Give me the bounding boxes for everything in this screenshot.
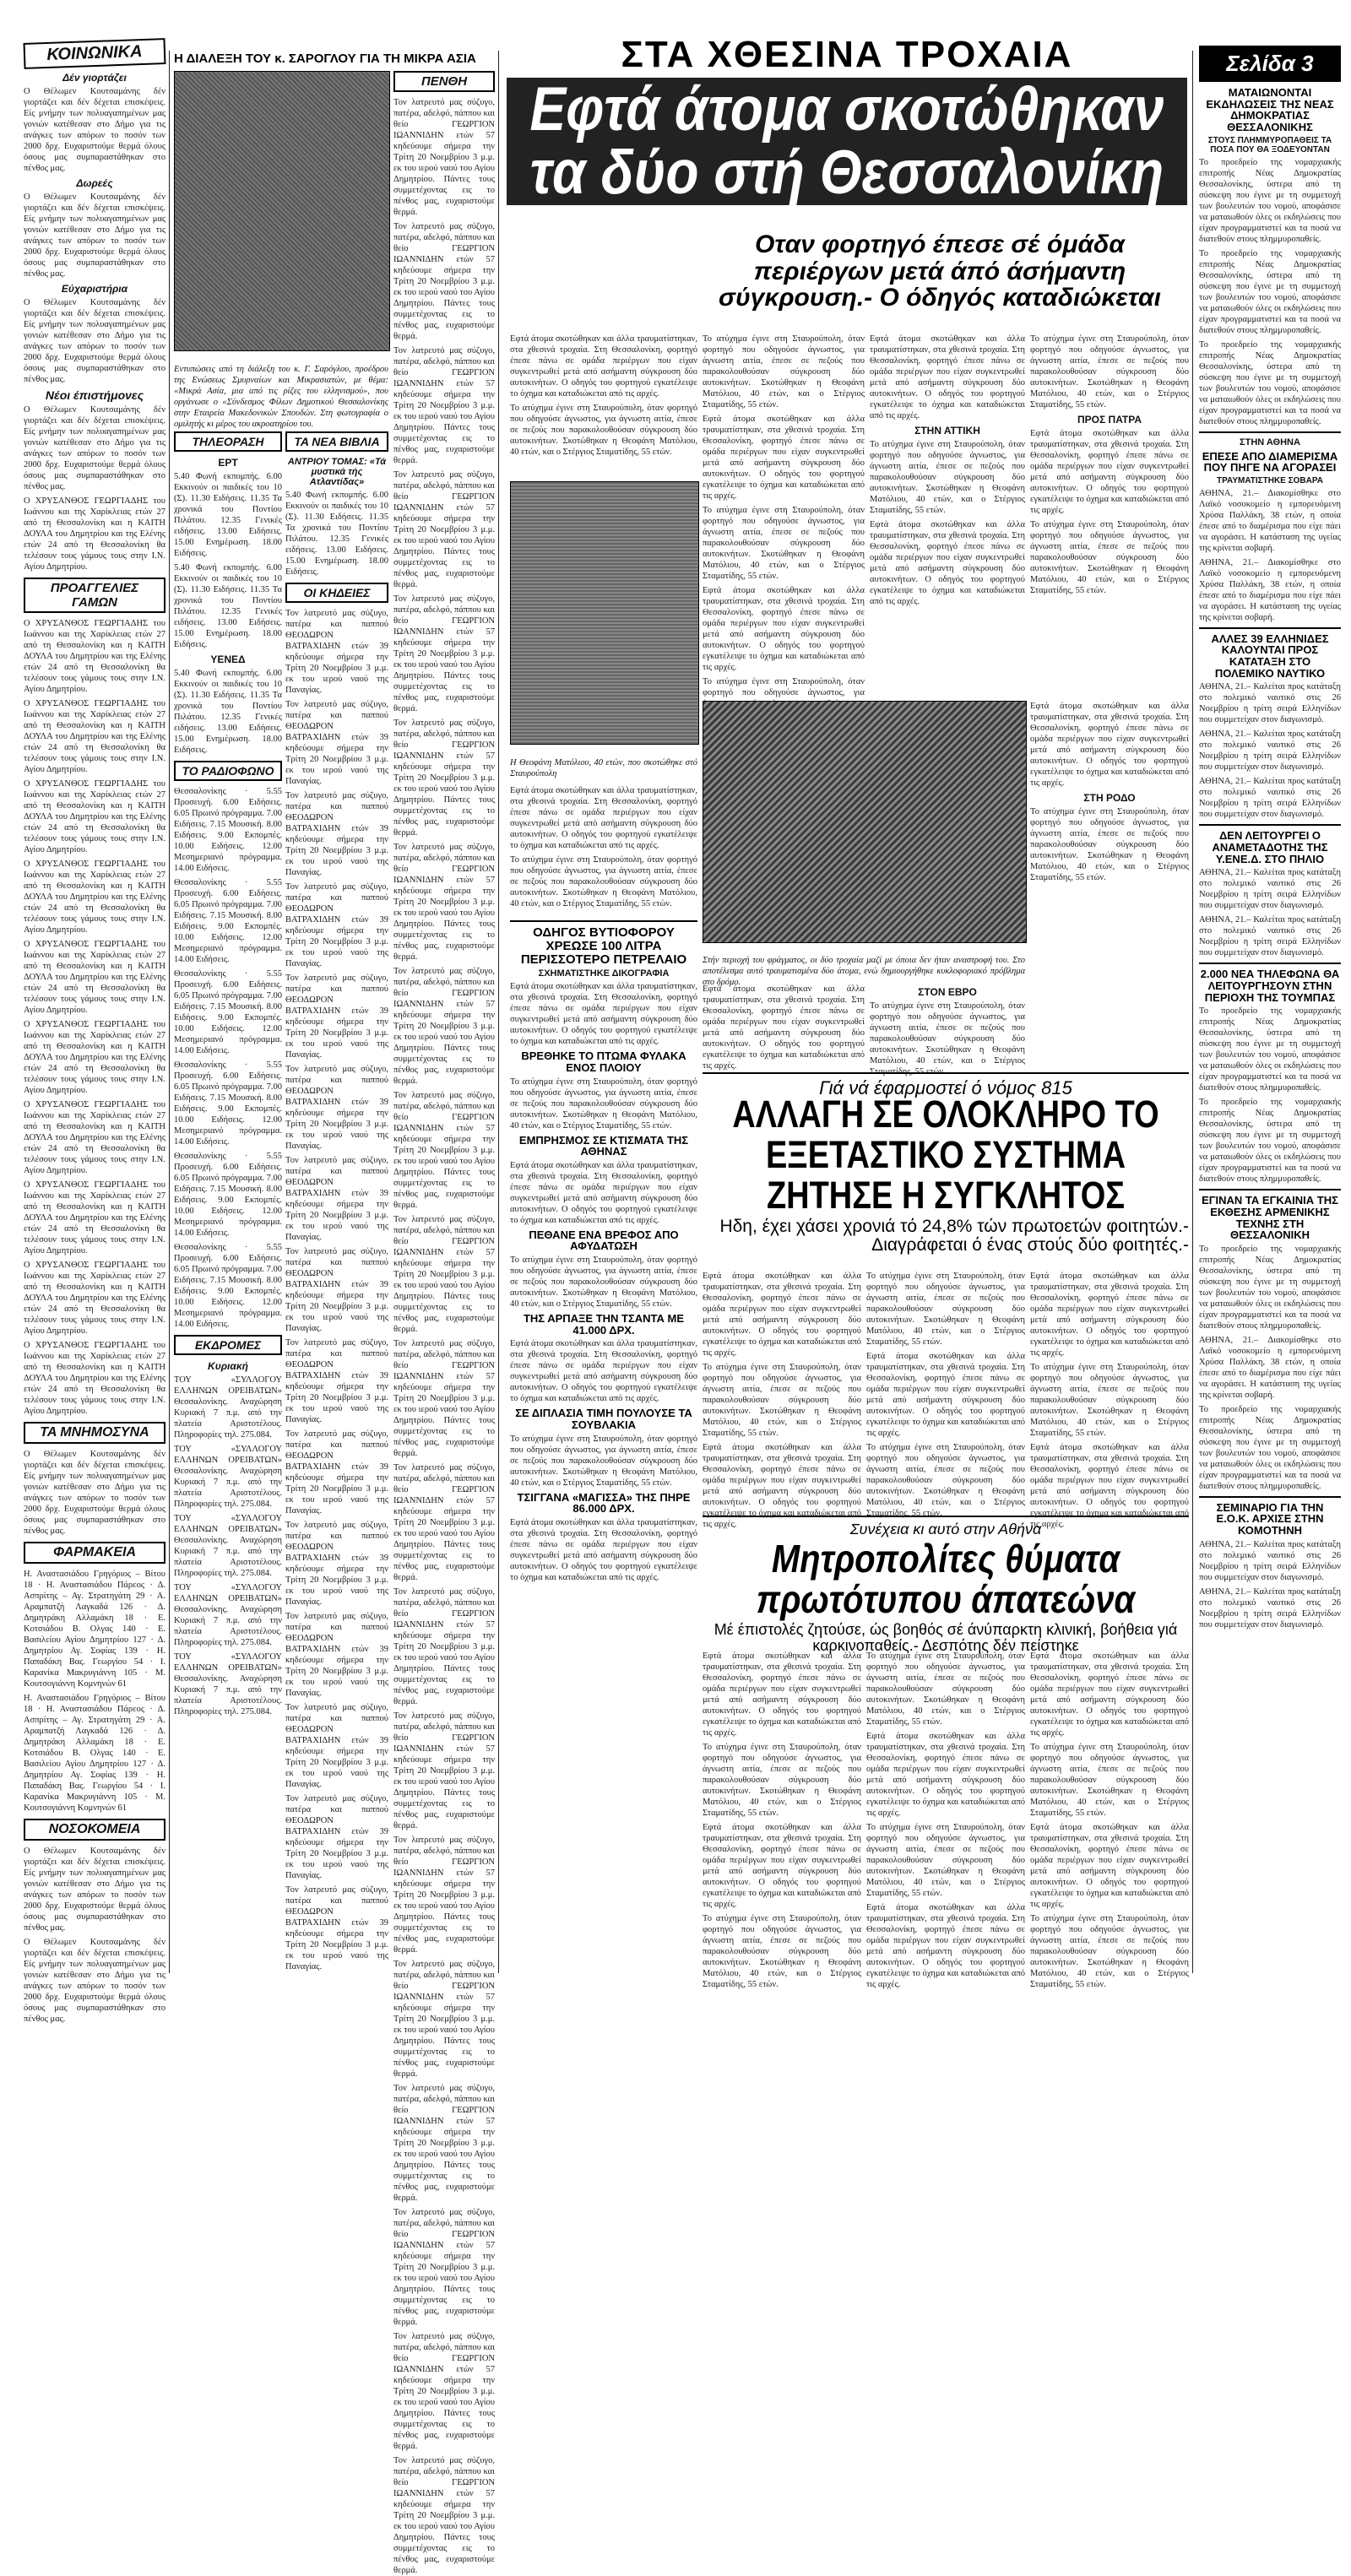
- left-text-block: Ο Θέλωμεν Κουτσαμάνης δέν γιορτάζει και δέν δέχεται επισκέψεις. Είς μνήμην των πολυαγαπημένων μας γονιών κατέθεσαν στο Δήμο για τις ανάγκες των απόρων το ποσόν των 2000 δρχ. Ευχαριστούμε θερμά όλους όσους μας συμπαραστάθηκαν στο πένθος μας.: [24, 1847, 165, 1933]
- proaggelies-gamon-header: ΠΡΟΑΓΓΕΛΙΕΣ ΓΑΜΩΝ: [24, 578, 165, 613]
- radio-schedule: Θεσσαλονίκης · 5.55 Προσευχή. 6.00 Ειδήσεις. 6.05 Πρωινό πρόγραμμα. 7.00 Ειδήσεις. 7.15 Μουσική. 8.00 Ειδήσεις. 9.00 Εκπομπές. 10.00 Ειδήσεις. 12.00 Μεσημεριανό πρόγραμμα. 14.00 Ειδήσεις.: [174, 1243, 282, 1329]
- main-subhead-area: [692, 228, 1187, 321]
- funeral-notice: Τον λατρευτό μας σύζυγο, πατέρα και παππού ΘΕΟΔΩΡΟΝ ΒΑΤΡΑΧΙΔΗΝ ετών 39 κηδεύουμε σήμερα την Τρίτη 20 Νοεμβρίου 3 μ.μ. εκ του ιερού ναού της Παναγίας.: [285, 882, 388, 968]
- story-text: Εφτά άτομα σκοτώθηκαν και άλλα τραυματίστηκαν, στα χθεσινά τροχαία. Στη Θεσσαλονίκη, φορτηγό έπεσε πάνω σε ομάδα περιέργων που είχαν συγκεντρωθεί μετά από ασήμαντη σύγκρουση δύο αυτοκινήτων. Ο οδηγός του φορτηγού εγκατέλειψε το όχημα και καταδιώκεται από τις αρχές.: [703, 586, 865, 672]
- penthe-notice: Τον λατρευτό μας σύζυγο, πατέρα, αδελφό, πάππου και θείο ΓΕΩΡΓΙΟΝ ΙΩΑΝΝΙΔΗΝ ετών 57 κηδεύουμε σήμερα την Τρίτη 20 Νοεμβρίου 3 μ.μ. εκ του ιερού ναού του Αγίου Δημητρίου. Πάντες τους συμμετέχοντας εις το πένθος μας, ευχαριστούμε θερμά.: [393, 1711, 495, 1830]
- left-column: [24, 35, 165, 2024]
- neoi-epistimones-heading: Νέοι έπιστήμονες: [45, 388, 144, 402]
- right-text: ΑΘΗΝΑ, 21.– Καλείται προς κατάταξη στο πολεμικό ναυτικό στις 26 Νοεμβρίου η τρίτη σειρά Ελληνίδων που συμμετείχαν στον διαγωνισμό.: [1199, 682, 1341, 725]
- penthe-notice: Τον λατρευτό μας σύζυγο, πατέρα, αδελφό, πάππου και θείο ΓΕΩΡΓΙΟΝ ΙΩΑΝΝΙΔΗΝ ετών 57 κηδεύουμε σήμερα την Τρίτη 20 Νοεμβρίου 3 μ.μ. εκ του ιερού ναού του Αγίου Δημητρίου. Πάντες τους συμμετέχοντας εις το πένθος μας, ευχαριστούμε θερμά.: [393, 594, 495, 713]
- tsiggana-headline: ΤΣΙΓΓΑΝΑ «ΜΑΓΙΣΣΑ» ΤΗΣ ΠΗΡΕ 86.000 ΔΡΧ.: [517, 1490, 691, 1516]
- excursion-notice: ΤΟΥ «ΣΥΛΛΟΓΟΥ ΕΛΛΗΝΩΝ ΟΡΕΙΒΑΤΩΝ» Θεσσαλονίκης. Αναχώρηση Κυριακή 7 π.μ. από την πλατεία Αριστοτέλους. Πληροφορίες τηλ. 275.084.: [174, 1583, 282, 1647]
- story-text: Το ατύχημα έγινε στη Σταυρούπολη, όταν φορτηγό που οδηγούσε άγνωστος, για άγνωστη αιτία, έπεσε σε πεζούς που παρακολουθούσαν σύγκρουση δύο αυτοκινήτων. Σκοτώθηκαν η Θεοφάνη Ματόλιου, 40 ετών, και ο Στέργιος Σταματίδης, 55 ετών.: [510, 404, 697, 457]
- right-text: ΑΘΗΝΑ, 21.– Καλείται προς κατάταξη στο πολεμικό ναυτικό στις 26 Νοεμβρίου η τρίτη σειρά Ελληνίδων που συμμετείχαν στον διαγωνισμό.: [1199, 1586, 1341, 1630]
- funeral-notice: Τον λατρευτό μας σύζυγο, πατέρα και παππού ΘΕΟΔΩΡΟΝ ΒΑΤΡΑΧΙΔΗΝ ετών 39 κηδεύουμε σήμερα την Τρίτη 20 Νοεμβρίου 3 μ.μ. εκ του ιερού ναού της Παναγίας.: [285, 1338, 388, 1424]
- penthe-column: [393, 66, 495, 2575]
- nomos-col-3: [1030, 1271, 1189, 1529]
- pethane-headline: ΠΕΘΑΝΕ ΕΝΑ ΒΡΕΦΟΣ ΑΠΟ ΑΦΥΔΑΤΩΣΗ: [529, 1228, 679, 1253]
- story-text: Εφτά άτομα σκοτώθηκαν και άλλα τραυματίστηκαν, στα χθεσινά τροχαία. Στη Θεσσαλονίκη, φορτηγό έπεσε πάνω σε ομάδα περιέργων που είχαν συγκεντρωθεί μετά από ασήμαντη σύγκρουση δύο αυτοκινήτων. Ο οδηγός του φορτηγού εγκατέλειψε το όχημα και καταδιώκεται από τις αρχές.: [703, 415, 865, 501]
- story-col-4: [1030, 334, 1189, 697]
- right-text: Το προεδρείο της νομαρχιακής επιτροπής Νέας Δημοκρατίας Θεσσαλονίκης, ύστερα από τη σύσκεψη που έγινε με τη συμμετοχή των βουλευτών του νομού, αποφάσισε να ματαιωθούν όλες οι εκδηλώσεις που είχαν προγραμματιστεί και τα ποσά να διατεθούν στους πλημμυροπαθείς.: [1199, 339, 1341, 426]
- radio-schedule: Θεσσαλονίκης · 5.55 Προσευχή. 6.00 Ειδήσεις. 6.05 Πρωινό πρόγραμμα. 7.00 Ειδήσεις. 7.15 Μουσική. 8.00 Ειδήσεις. 9.00 Εκπομπές. 10.00 Ειδήσεις. 12.00 Μεσημεριανό πρόγραμμα. 14.00 Ειδήσεις.: [174, 969, 282, 1055]
- right-text: ΑΘΗΝΑ, 21.– Καλείται προς κατάταξη στο πολεμικό ναυτικό στις 26 Νοεμβρίου η τρίτη σειρά Ελληνίδων που συμμετείχαν στον διαγωνισμό.: [1199, 729, 1341, 773]
- left-text-block: Ο ΧΡΥΣΑΝΘΟΣ ΓΕΩΡΓΙΑΔΗΣ του Ιωάννου και της Χαρίκλειας ετών 27 από τη Θεσσαλονίκη και η ΚΑΙΤΗ ΔΟΥΛΑ του Δημητρίου και της Ελένης ετών 24 από τη Θεσσαλονίκη θα τελέσουν τους γάμους τους στην Ι.Ν. Αγίου Δημητρίου.: [24, 940, 165, 1015]
- nomos-text: Το ατύχημα έγινε στη Σταυρούπολη, όταν φορτηγό που οδηγούσε άγνωστος, για άγνωστη αιτία, έπεσε σε πεζούς που παρακολουθούσαν σύγκρουση δύο αυτοκινήτων. Σκοτώθηκαν η Θεοφάνη Ματόλιου, 40 ετών, και ο Στέργιος Σταματίδης, 55 ετών.: [1030, 1363, 1189, 1438]
- egkainia-headline: ΕΓΙΝΑΝ ΤΑ ΕΓΚΑΙΝΙΑ ΤΗΣ ΕΚΘΕΣΗΣ ΑΡΜΕΝΙΚΗΣ ΤΕΧΝΗΣ ΣΤΗ ΘΕΣΣΑΛΟΝΙΚΗ: [1202, 1194, 1338, 1242]
- story-text: Το ατύχημα έγινε στη Σταυρούπολη, όταν φορτηγό που οδηγούσε άγνωστος, για άγνωστη αιτία, έπεσε σε πεζούς που παρακολουθούσαν σύγκρουση δύο αυτοκινήτων. Σκοτώθηκαν η Θεοφάνη Ματόλιου, 40 ετών, και ο Στέργιος Σταματίδης, 55 ετών.: [870, 1001, 1025, 1076]
- tv-radio-column: [174, 426, 282, 1971]
- section-rule: [703, 1072, 1189, 1074]
- penthe-notice: Τον λατρευτό μας σύζυγο, πατέρα, αδελφό, πάππου και θείο ΓΕΩΡΓΙΟΝ ΙΩΑΝΝΙΔΗΝ ετών 57 κηδεύουμε σήμερα την Τρίτη 20 Νοεμβρίου 3 μ.μ. εκ του ιερού ναού του Αγίου Δημητρίου. Πάντες τους συμμετέχοντας εις το πένθος μας, ευχαριστούμε θερμά.: [393, 1960, 495, 2079]
- koinonika-header: ΚΟΙΝΩΝΙΚΑ: [24, 38, 166, 69]
- penthe-notice: Τον λατρευτό μας σύζυγο, πατέρα, αδελφό, πάππου και θείο ΓΕΩΡΓΙΟΝ ΙΩΑΝΝΙΔΗΝ ετών 57 κηδεύουμε σήμερα την Τρίτη 20 Νοεμβρίου 3 μ.μ. εκ του ιερού ναού του Αγίου Δημητρίου. Πάντες τους συμμετέχοντας εις το πένθος μας, ευχαριστούμε θερμά.: [393, 1215, 495, 1334]
- dikografia-subhead: ΣΧΗΜΑΤΙΣΤΗΚΕ ΔΙΚΟΓΡΑΦΙΑ: [538, 968, 670, 979]
- mitro-text: Εφτά άτομα σκοτώθηκαν και άλλα τραυματίστηκαν, στα χθεσινά τροχαία. Στη Θεσσαλονίκη, φορτηγό έπεσε πάνω σε ομάδα περιέργων που είχαν συγκεντρωθεί μετά από ασήμαντη σύγκρουση δύο αυτοκινήτων. Ο οδηγός του φορτηγού εγκατέλειψε το όχημα και καταδιώκεται από τις αρχές.: [1030, 1823, 1189, 1909]
- right-text: ΑΘΗΝΑ, 21.– Διακομίσθηκε στο Λαϊκό νοσοκομείο η εμπορευόμενη Χρύσα Παλλάκη, 38 ετών, η οποία έπεσε από το διαμέρισμα που είχε πάει να αγοράσει. Η κατάσταση της υγείας της κρίνεται σοβαρή.: [1199, 1335, 1341, 1400]
- story-text: Το ατύχημα έγινε στη Σταυρούπολη, όταν φορτηγό που οδηγούσε άγνωστος, για άγνωστη αιτία, έπεσε σε πεζούς που παρακολουθούσαν σύγκρουση δύο αυτοκινήτων. Σκοτώθηκαν η Θεοφάνη Ματόλιου, 40 ετών, και ο Στέργιος Σταματίδης, 55 ετών.: [703, 506, 865, 581]
- nomos-headline: ΑΛΛΑΓΗ ΣΕ ΟΛΟΚΛΗΡΟ ΤΟ ΕΞΕΤΑΣΤΙΚΟ ΣΥΣΤΗΜΑ ΖΗΤΗΣΕ Η ΣΥΓΚΛΗΤΟΣ: [732, 1093, 1159, 1217]
- story-text: Εφτά άτομα σκοτώθηκαν και άλλα τραυματίστηκαν, στα χθεσινά τροχαία. Στη Θεσσαλονίκη, φορτηγό έπεσε πάνω σε ομάδα περιέργων που είχαν συγκεντρωθεί μετά από ασήμαντη σύγκρουση δύο αυτοκινήτων. Ο οδηγός του φορτηγού εγκατέλειψε το όχημα και καταδιώκεται από τις αρχές.: [1030, 702, 1189, 788]
- yened-heading: ΥΕΝΕΔ: [210, 653, 246, 665]
- right-text: Το προεδρείο της νομαρχιακής επιτροπής Νέας Δημοκρατίας Θεσσαλονίκης, ύστερα από τη σύσκεψη που έγινε με τη συμμετοχή των βουλευτών του νομού, αποφάσισε να ματαιωθούν όλες οι εκδηλώσεις που είχαν προγραμματιστεί και τα ποσά να διατεθούν στους πλημμυροπαθείς.: [1199, 1006, 1341, 1093]
- nomos-text: Εφτά άτομα σκοτώθηκαν και άλλα τραυματίστηκαν, στα χθεσινά τροχαία. Στη Θεσσαλονίκη, φορτηγό έπεσε πάνω σε ομάδα περιέργων που είχαν συγκεντρωθεί μετά από ασήμαντη σύγκρουση δύο αυτοκινήτων. Ο οδηγός του φορτηγού εγκατέλειψε το όχημα και καταδιώκεται από τις αρχές.: [866, 1352, 1025, 1438]
- right-column: [1199, 41, 1341, 1974]
- travmatistike-subhead: ΤΡΑΥΜΑΤΙΣΤΗΚΕ ΣΟΒΑΡΑ: [1216, 475, 1323, 485]
- radio-header: ΤΟ ΡΑΔΙΟΦΩΝΟ: [174, 761, 282, 781]
- vrethike-headline: ΒΡΕΘΗΚΕ ΤΟ ΠΤΩΜΑ ΦΥΛΑΚΑ ΕΝΟΣ ΠΛΟΙΟΥ: [521, 1049, 686, 1074]
- penthe-notice: Τον λατρευτό μας σύζυγο, πατέρα, αδελφό, πάππου και θείο ΓΕΩΡΓΙΟΝ ΙΩΑΝΝΙΔΗΝ ετών 57 κηδεύουμε σήμερα την Τρίτη 20 Νοεμβρίου 3 μ.μ. εκ του ιερού ναού του Αγίου Δημητρίου. Πάντες τους συμμετέχοντας εις το πένθος μας, ευχαριστούμε θερμά.: [393, 843, 495, 962]
- section-label: Σελίδα 3: [1199, 46, 1341, 82]
- story-text: Εφτά άτομα σκοτώθηκαν και άλλα τραυματίστηκαν, στα χθεσινά τροχαία. Στη Θεσσαλονίκη, φορτηγό έπεσε πάνω σε ομάδα περιέργων που είχαν συγκεντρωθεί μετά από ασήμαντη σύγκρουση δύο αυτοκινήτων. Ο οδηγός του φορτηγού εγκατέλειψε το όχημα και καταδιώκεται από τις αρχές.: [1030, 429, 1189, 515]
- story-text: Εφτά άτομα σκοτώθηκαν και άλλα τραυματίστηκαν, στα χθεσινά τροχαία. Στη Θεσσαλονίκη, φορτηγό έπεσε πάνω σε ομάδα περιέργων που είχαν συγκεντρωθεί μετά από ασήμαντη σύγκρουση δύο αυτοκινήτων. Ο οδηγός του φορτηγού εγκατέλειψε το όχημα και καταδιώκεται από τις αρχές.: [870, 334, 1025, 420]
- mitro-text: Το ατύχημα έγινε στη Σταυρούπολη, όταν φορτηγό που οδηγούσε άγνωστος, για άγνωστη αιτία, έπεσε σε πεζούς που παρακολουθούσαν σύγκρουση δύο αυτοκινήτων. Σκοτώθηκαν η Θεοφάνη Ματόλιου, 40 ετών, και ο Στέργιος Σταματίδης, 55 ετών.: [866, 1823, 1025, 1898]
- mitro-col-2: [866, 1651, 1025, 1989]
- mitro-text: Το ατύχημα έγινε στη Σταυρούπολη, όταν φορτηγό που οδηγούσε άγνωστος, για άγνωστη αιτία, έπεσε σε πεζούς που παρακολουθούσαν σύγκρουση δύο αυτοκινήτων. Σκοτώθηκαν η Θεοφάνη Ματόλιου, 40 ετών, και ο Στέργιος Σταματίδης, 55 ετών.: [703, 1743, 861, 1818]
- penthe-notice: Τον λατρευτό μας σύζυγο, πατέρα, αδελφό, πάππου και θείο ΓΕΩΡΓΙΟΝ ΙΩΑΝΝΙΔΗΝ ετών 57 κηδεύουμε σήμερα την Τρίτη 20 Νοεμβρίου 3 μ.μ. εκ του ιερού ναού του Αγίου Δημητρίου. Πάντες τους συμμετέχοντας εις το πένθος μας, ευχαριστούμε θερμά.: [393, 2208, 495, 2327]
- stin-athina-heading: ΣΤΗΝ ΑΘΗΝΑ: [1240, 437, 1300, 447]
- story-text: Εφτά άτομα σκοτώθηκαν και άλλα τραυματίστηκαν, στα χθεσινά τροχαία. Στη Θεσσαλονίκη, φορτηγό έπεσε πάνω σε ομάδα περιέργων που είχαν συγκεντρωθεί μετά από ασήμαντη σύγκρουση δύο αυτοκινήτων. Ο οδηγός του φορτηγού εγκατέλειψε το όχημα και καταδιώκεται από τις αρχές.: [870, 520, 1025, 606]
- nomos-text: Το ατύχημα έγινε στη Σταυρούπολη, όταν φορτηγό που οδηγούσε άγνωστος, για άγνωστη αιτία, έπεσε σε πεζούς που παρακολουθούσαν σύγκρουση δύο αυτοκινήτων. Σκοτώθηκαν η Θεοφάνη Ματόλιου, 40 ετών, και ο Στέργιος Σταματίδης, 55 ετών.: [866, 1272, 1025, 1347]
- right-text: ΑΘΗΝΑ, 21.– Καλείται προς κατάταξη στο πολεμικό ναυτικό στις 26 Νοεμβρίου η τρίτη σειρά Ελληνίδων που συμμετείχαν στον διαγωνισμό.: [1199, 1539, 1341, 1582]
- story-text: Το ατύχημα έγινε στη Σταυρούπολη, όταν φορτηγό που οδηγούσε άγνωστος, για άγνωστη αιτία, έπεσε σε πεζούς που παρακολουθούσαν σύγκρουση δύο αυτοκινήτων. Σκοτώθηκαν η Θεοφάνη Ματόλιου, 40 ετών, και ο Στέργιος Σταματίδης, 55 ετών.: [870, 440, 1025, 515]
- tv-schedule: 5.40 Φωνή εκπομπής. 6.00 Εκκινούν οι παιδικές του 10 (Σ). 11.30 Ειδήσεις. 11.35 Τα χρονικά του Ποντίου Πιλάτου. 12.35 Γενικές ειδήσεις. 13.00 Ειδήσεις. 15.00 Ενημέρωση. 18.00 Ειδήσεις.: [174, 472, 282, 558]
- mitro-text: Εφτά άτομα σκοτώθηκαν και άλλα τραυματίστηκαν, στα χθεσινά τροχαία. Στη Θεσσαλονίκη, φορτηγό έπεσε πάνω σε ομάδα περιέργων που είχαν συγκεντρωθεί μετά από ασήμαντη σύγκρουση δύο αυτοκινήτων. Ο οδηγός του φορτηγού εγκατέλειψε το όχημα και καταδιώκεται από τις αρχές.: [703, 1651, 861, 1738]
- excursion-notice: ΤΟΥ «ΣΥΛΛΟΓΟΥ ΕΛΛΗΝΩΝ ΟΡΕΙΒΑΤΩΝ» Θεσσαλονίκης. Αναχώρηση Κυριακή 7 π.μ. από την πλατεία Αριστοτέλους. Πληροφορίες τηλ. 275.084.: [174, 1652, 282, 1716]
- radio-schedule: Θεσσαλονίκης · 5.55 Προσευχή. 6.00 Ειδήσεις. 6.05 Πρωινό πρόγραμμα. 7.00 Ειδήσεις. 7.15 Μουσική. 8.00 Ειδήσεις. 9.00 Εκπομπές. 10.00 Ειδήσεις. 12.00 Μεσημεριανό πρόγραμμα. 14.00 Ειδήσεις.: [174, 1152, 282, 1238]
- crash-caption-area: [703, 946, 1025, 987]
- story-text: Εφτά άτομα σκοτώθηκαν και άλλα τραυματίστηκαν, στα χθεσινά τροχαία. Στη Θεσσαλονίκη, φορτηγό έπεσε πάνω σε ομάδα περιέργων που είχαν συγκεντρωθεί μετά από ασήμαντη σύγκρουση δύο αυτοκινήτων. Ο οδηγός του φορτηγού εγκατέλειψε το όχημα και καταδιώκεται από τις αρχές.: [510, 334, 697, 399]
- radio-schedule: Θεσσαλονίκης · 5.55 Προσευχή. 6.00 Ειδήσεις. 6.05 Πρωινό πρόγραμμα. 7.00 Ειδήσεις. 7.15 Μουσική. 8.00 Ειδήσεις. 9.00 Εκπομπές. 10.00 Ειδήσεις. 12.00 Μεσημεριανό πρόγραμμα. 14.00 Ειδήσεις.: [174, 787, 282, 873]
- mitro-text: Εφτά άτομα σκοτώθηκαν και άλλα τραυματίστηκαν, στα χθεσινά τροχαία. Στη Θεσσαλονίκη, φορτηγό έπεσε πάνω σε ομάδα περιέργων που είχαν συγκεντρωθεί μετά από ασήμαντη σύγκρουση δύο αυτοκινήτων. Ο οδηγός του φορτηγού εγκατέλειψε το όχημα και καταδιώκεται από τις αρχές.: [1030, 1651, 1189, 1738]
- mitro-text: Εφτά άτομα σκοτώθηκαν και άλλα τραυματίστηκαν, στα χθεσινά τροχαία. Στη Θεσσαλονίκη, φορτηγό έπεσε πάνω σε ομάδα περιέργων που είχαν συγκεντρωθεί μετά από ασήμαντη σύγκρουση δύο αυτοκινήτων. Ο οδηγός του φορτηγού εγκατέλειψε το όχημα και καταδιώκεται από τις αρχές.: [866, 1903, 1025, 1989]
- mat-headline: ΜΑΤΑΙΩΝΟΝΤΑΙ ΕΚΔΗΛΩΣΕΙΣ ΤΗΣ ΝΕΑΣ ΔΗΜΟΚΡΑΤΙΑΣ ΘΕΣΣΑΛΟΝΙΚΗΣ: [1206, 86, 1334, 133]
- arpaxe-headline: ΤΗΣ ΑΡΠΑΞΕ ΤΗΝ ΤΣΑΝΤΑ ΜΕ 41.000 ΔΡΧ.: [523, 1312, 685, 1337]
- brief-text: Εφτά άτομα σκοτώθηκαν και άλλα τραυματίστηκαν, στα χθεσινά τροχαία. Στη Θεσσαλονίκη, φορτηγό έπεσε πάνω σε ομάδα περιέργων που είχαν συγκεντρωθεί μετά από ασήμαντη σύγκρουση δύο αυτοκινήτων. Ο οδηγός του φορτηγού εγκατέλειψε το όχημα και καταδιώκεται από τις αρχές.: [510, 1339, 697, 1404]
- victim-caption-area: [510, 748, 697, 782]
- mitro-kicker: Συνέχεια κι αυτό στην Αθήνα: [849, 1521, 1042, 1537]
- penthe-notice: Τον λατρευτό μας σύζυγο, πατέρα, αδελφό, πάππου και θείο ΓΕΩΡΓΙΟΝ ΙΩΑΝΝΙΔΗΝ ετών 57 κηδεύουμε σήμερα την Τρίτη 20 Νοεμβρίου 3 μ.μ. εκ του ιερού ναού του Αγίου Δημητρίου. Πάντες τους συμμετέχοντας εις το πένθος μας, ευχαριστούμε θερμά.: [393, 1091, 495, 1210]
- crash-caption: Στήν περιοχή του φράγματος, οι δύο τροχαία μαζί με όποια δεν ήταν αναστροφή του. Στο αποτέλεσμα αυτό τραυματισμένα δύο άτομα, ενώ δημιουργήθηκε κυκλοφοριακό πρόβλημα στο δρόμο.: [703, 955, 1025, 987]
- right-text: Το προεδρείο της νομαρχιακής επιτροπής Νέας Δημοκρατίας Θεσσαλονίκης, ύστερα από τη σύσκεψη που έγινε με τη συμμετοχή των βουλευτών του νομού, αποφάσισε να ματαιωθούν όλες οι εκδηλώσεις που είχαν προγραμματιστεί και τα ποσά να διατεθούν στους πλημμυροπαθείς.: [1199, 157, 1341, 244]
- story-col-1: [510, 334, 697, 477]
- funeral-notice: Τον λατρευτό μας σύζυγο, πατέρα και παππού ΘΕΟΔΩΡΟΝ ΒΑΤΡΑΧΙΔΗΝ ετών 39 κηδεύουμε σήμερα την Τρίτη 20 Νοεμβρίου 3 μ.μ. εκ του ιερού ναού της Παναγίας.: [285, 1885, 388, 1971]
- left-text-block: Ο ΧΡΥΣΑΝΘΟΣ ΓΕΩΡΓΙΑΔΗΣ του Ιωάννου και της Χαρίκλειας ετών 27 από τη Θεσσαλονίκη και η ΚΑΙΤΗ ΔΟΥΛΑ του Δημητρίου και της Ελένης ετών 24 από τη Θεσσαλονίκη θα τελέσουν τους γάμους τους στην Ι.Ν. Αγίου Δημητρίου.: [24, 1100, 165, 1175]
- seminario-headline: ΣΕΜΙΝΑΡΙΟ ΓΙΑ ΤΗΝ Ε.Ο.Κ. ΑΡΧΙΣΕ ΣΤΗΝ ΚΟΜΟΤΗΝΗ: [1216, 1500, 1324, 1537]
- ert-heading: ΕΡΤ: [218, 457, 238, 469]
- left-text-block: Ο ΧΡΥΣΑΝΘΟΣ ΓΕΩΡΓΙΑΔΗΣ του Ιωάννου και της Χαρίκλειας ετών 27 από τη Θεσσαλονίκη και η ΚΑΙΤΗ ΔΟΥΛΑ του Δημητρίου και της Ελένης ετών 24 από τη Θεσσαλονίκη θα τελέσουν τους γάμους τους στην Ι.Ν. Αγίου Δημητρίου.: [24, 779, 165, 854]
- story-col-6: [510, 785, 697, 912]
- left-text-block: Ο ΧΡΥΣΑΝΘΟΣ ΓΕΩΡΓΙΑΔΗΣ του Ιωάννου και της Χαρίκλειας ετών 27 από τη Θεσσαλονίκη και η ΚΑΙΤΗ ΔΟΥΛΑ του Δημητρίου και της Ελένης ετών 24 από τη Θεσσαλονίκη θα τελέσουν τους γάμους τους στην Ι.Ν. Αγίου Δημητρίου.: [24, 860, 165, 935]
- ston-evro-heading: ΣΤΟΝ ΕΒΡΟ: [918, 986, 977, 998]
- briefs-column: [510, 916, 697, 1971]
- mitro-text: Το ατύχημα έγινε στη Σταυρούπολη, όταν φορτηγό που οδηγούσε άγνωστος, για άγνωστη αιτία, έπεσε σε πεζούς που παρακολουθούσαν σύγκρουση δύο αυτοκινήτων. Σκοτώθηκαν η Θεοφάνη Ματόλιου, 40 ετών, και ο Στέργιος Σταματίδης, 55 ετών.: [1030, 1914, 1189, 1989]
- funeral-notice: Τον λατρευτό μας σύζυγο, πατέρα και παππού ΘΕΟΔΩΡΟΝ ΒΑΤΡΑΧΙΔΗΝ ετών 39 κηδεύουμε σήμερα την Τρίτη 20 Νοεμβρίου 3 μ.μ. εκ του ιερού ναού της Παναγίας.: [285, 1521, 388, 1607]
- nomos-subhead: Ηδη, έχει χάσει χρονιά τό 24,8% τών πρωτοετών φοιτητών.- Διαγράφεται ό ένας στούς δύο φοιτητές.-: [719, 1216, 1189, 1255]
- epese-headline: ΕΠΕΣΕ ΑΠΟ ΔΙΑΜΕΡΙΣΜΑ ΠΟΥ ΠΗΓΕ ΝΑ ΑΓΟΡΑΣΕΙ: [1202, 449, 1338, 475]
- column-rule: [1192, 51, 1193, 1973]
- sti-rodo-heading: ΣΤΗ ΡΟΔΟ: [1083, 792, 1136, 804]
- mitro-text: Το ατύχημα έγινε στη Σταυρούπολη, όταν φορτηγό που οδηγούσε άγνωστος, για άγνωστη αιτία, έπεσε σε πεζούς που παρακολουθούσαν σύγκρουση δύο αυτοκινήτων. Σκοτώθηκαν η Θεοφάνη Ματόλιου, 40 ετών, και ο Στέργιος Σταματίδης, 55 ετών.: [1030, 1743, 1189, 1818]
- penthe-notice: Τον λατρευτό μας σύζυγο, πατέρα, αδελφό, πάππου και θείο ΓΕΩΡΓΙΟΝ ΙΩΑΝΝΙΔΗΝ ετών 57 κηδεύουμε σήμερα την Τρίτη 20 Νοεμβρίου 3 μ.μ. εκ του ιερού ναού του Αγίου Δημητρίου. Πάντες τους συμμετέχοντας εις το πένθος μας, ευχαριστούμε θερμά.: [393, 1587, 495, 1706]
- section-rule: [1199, 824, 1341, 826]
- nomos-text: Εφτά άτομα σκοτώθηκαν και άλλα τραυματίστηκαν, στα χθεσινά τροχαία. Στη Θεσσαλονίκη, φορτηγό έπεσε πάνω σε ομάδα περιέργων που είχαν συγκεντρωθεί μετά από ασήμαντη σύγκρουση δύο αυτοκινήτων. Ο οδηγός του φορτηγού εγκατέλειψε το όχημα και καταδιώκεται από τις αρχές.: [703, 1443, 861, 1529]
- nomos-kicker: Γιά νά έφαρμοστεί ό νόμος 815: [819, 1077, 1072, 1098]
- left-text-block: Ο ΧΡΥΣΑΝΘΟΣ ΓΕΩΡΓΙΑΔΗΣ του Ιωάννου και της Χαρίκλειας ετών 27 από τη Θεσσαλονίκη και η ΚΑΙΤΗ ΔΟΥΛΑ του Δημητρίου και της Ελένης ετών 24 από τη Θεσσαλονίκη θα τελέσουν τους γάμους τους στην Ι.Ν. Αγίου Δημητρίου.: [24, 619, 165, 694]
- lecture-photo: [174, 71, 390, 351]
- section-rule: [1199, 431, 1341, 433]
- left-text-block: Ο Θέλωμεν Κουτσαμάνης δέν γιορτάζει και δέν δέχεται επισκέψεις. Είς μνήμην των πολυαγαπημένων μας γονιών κατέθεσαν στο Δήμο για τις ανάγκες των απόρων το ποσόν των 2000 δρχ. Ευχαριστούμε θερμά όλους όσους μας συμπαραστάθηκαν στο πένθος μας.: [24, 298, 165, 384]
- right-text: ΑΘΗΝΑ, 21.– Καλείται προς κατάταξη στο πολεμικό ναυτικό στις 26 Νοεμβρίου η τρίτη σειρά Ελληνίδων που συμμετείχαν στον διαγωνισμό.: [1199, 915, 1341, 958]
- penthe-notice: Τον λατρευτό μας σύζυγο, πατέρα, αδελφό, πάππου και θείο ΓΕΩΡΓΙΟΝ ΙΩΑΝΝΙΔΗΝ ετών 57 κηδεύουμε σήμερα την Τρίτη 20 Νοεμβρίου 3 μ.μ. εκ του ιερού ναού του Αγίου Δημητρίου. Πάντες τους συμμετέχοντας εις το πένθος μας, ευχαριστούμε θερμά.: [393, 222, 495, 341]
- brief-text: Το ατύχημα έγινε στη Σταυρούπολη, όταν φορτηγό που οδηγούσε άγνωστος, για άγνωστη αιτία, έπεσε σε πεζούς που παρακολουθούσαν σύγκρουση δύο αυτοκινήτων. Σκοτώθηκαν η Θεοφάνη Ματόλιου, 40 ετών, και ο Στέργιος Σταματίδης, 55 ετών.: [510, 1076, 697, 1131]
- right-text: Το προεδρείο της νομαρχιακής επιτροπής Νέας Δημοκρατίας Θεσσαλονίκης, ύστερα από τη σύσκεψη που έγινε με τη συμμετοχή των βουλευτών του νομού, αποφάσισε να ματαιωθούν όλες οι εκδηλώσεις που είχαν προγραμματιστεί και τα ποσά να διατεθούν στους πλημμυροπαθείς.: [1199, 1404, 1341, 1491]
- dorees-heading: Δωρεές: [76, 177, 113, 189]
- left-text-block: Ο ΧΡΥΣΑΝΘΟΣ ΓΕΩΡΓΙΑΔΗΣ του Ιωάννου και της Χαρίκλειας ετών 27 από τη Θεσσαλονίκη και η ΚΑΙΤΗ ΔΟΥΛΑ του Δημητρίου και της Ελένης ετών 24 από τη Θεσσαλονίκη θα τελέσουν τους γάμους τους στην Ι.Ν. Αγίου Δημητρίου.: [24, 1180, 165, 1255]
- story-col-3: [870, 334, 1025, 697]
- funeral-notice: Τον λατρευτό μας σύζυγο, πατέρα και παππού ΘΕΟΔΩΡΟΝ ΒΑΤΡΑΧΙΔΗΝ ετών 39 κηδεύουμε σήμερα την Τρίτη 20 Νοεμβρίου 3 μ.μ. εκ του ιερού ναού της Παναγίας.: [285, 1794, 388, 1880]
- excursion-notice: ΤΟΥ «ΣΥΛΛΟΓΟΥ ΕΛΛΗΝΩΝ ΟΡΕΙΒΑΤΩΝ» Θεσσαλονίκης. Αναχώρηση Κυριακή 7 π.μ. από την πλατεία Αριστοτέλους. Πληροφορίες τηλ. 275.084.: [174, 1445, 282, 1509]
- story-text: Το ατύχημα έγινε στη Σταυρούπολη, όταν φορτηγό που οδηγούσε άγνωστος, για άγνωστη αιτία, έπεσε σε πεζούς που παρακολουθούσαν σύγκρουση δύο αυτοκινήτων. Σκοτώθηκαν η Θεοφάνη Ματόλιου, 40 ετών, και ο Στέργιος Σταματίδης, 55 ετών.: [1030, 334, 1189, 409]
- penthe-notice: Τον λατρευτό μας σύζυγο, πατέρα, αδελφό, πάππου και θείο ΓΕΩΡΓΙΟΝ ΙΩΑΝΝΙΔΗΝ ετών 57 κηδεύουμε σήμερα την Τρίτη 20 Νοεμβρίου 3 μ.μ. εκ του ιερού ναού του Αγίου Δημητρίου. Πάντες τους συμμετέχοντας εις το πένθος μας, ευχαριστούμε θερμά.: [393, 346, 495, 465]
- oi-kideies-header: ΟΙ ΚΗΔΕΙΕΣ: [285, 583, 388, 603]
- story-text: Το ατύχημα έγινε στη Σταυρούπολη, όταν φορτηγό που οδηγούσε άγνωστος, για άγνωστη αιτία, έπεσε σε πεζούς που παρακολουθούσαν σύγκρουση δύο αυτοκινήτων. Σκοτώθηκαν η Θεοφάνη Ματόλιου, 40 ετών, και ο Στέργιος Σταματίδης, 55 ετών.: [510, 855, 697, 908]
- main-subhead: Οταν φορτηγό έπεσε σέ όμάδα περιέργων μετά άπό άσήμαντη σύγκρουση.- Ο όδηγός καταδιώκεται: [719, 230, 1161, 312]
- right-text: Το προεδρείο της νομαρχιακής επιτροπής Νέας Δημοκρατίας Θεσσαλονίκης, ύστερα από τη σύσκεψη που έγινε με τη συμμετοχή των βουλευτών του νομού, αποφάσισε να ματαιωθούν όλες οι εκδηλώσεις που είχαν προγραμματιστεί και τα ποσά να διατεθούν στους πλημμυροπαθείς.: [1199, 1098, 1341, 1185]
- odigos-headline: ΟΔΗΓΟΣ ΒΥΤΙΟΦΟΡΟΥ ΧΡΕΩΣΕ 100 ΛΙΤΡΑ ΠΕΡΙΣΣΟΤΕΡΟ ΠΕΤΡΕΛΑΙΟ: [520, 925, 687, 967]
- funeral-notice: Τον λατρευτό μας σύζυγο, πατέρα και παππού ΘΕΟΔΩΡΟΝ ΒΑΤΡΑΧΙΔΗΝ ετών 39 κηδεύουμε σήμερα την Τρίτη 20 Νοεμβρίου 3 μ.μ. εκ του ιερού ναού της Παναγίας.: [285, 609, 388, 695]
- victim-caption: Η Θεοφάνη Ματόλιου, 40 ετών, που σκοτώθηκε στό Σταυρούπολη: [510, 757, 697, 778]
- funeral-notice: Τον λατρευτό μας σύζυγο, πατέρα και παππού ΘΕΟΔΩΡΟΝ ΒΑΤΡΑΧΙΔΗΝ ετών 39 κηδεύουμε σήμερα την Τρίτη 20 Νοεμβρίου 3 μ.μ. εκ του ιερού ναού της Παναγίας.: [285, 1703, 388, 1789]
- allees-headline: ΑΛΛΕΣ 39 ΕΛΛΗΝΙΔΕΣ ΚΑΛΟΥΝΤΑΙ ΠΡΟΣ ΚΑΤΑΤΑΞΗ ΣΤΟ ΠΟΛΕΜΙΚΟ ΝΑΥΤΙΚΟ: [1211, 632, 1329, 680]
- funeral-notice: Τον λατρευτό μας σύζυγο, πατέρα και παππού ΘΕΟΔΩΡΟΝ ΒΑΤΡΑΧΙΔΗΝ ετών 39 κηδεύουμε σήμερα την Τρίτη 20 Νοεμβρίου 3 μ.μ. εκ του ιερού ναού της Παναγίας.: [285, 1247, 388, 1333]
- section-rule: [1199, 1189, 1341, 1190]
- penthe-notice: Τον λατρευτό μας σύζυγο, πατέρα, αδελφό, πάππου και θείο ΓΕΩΡΓΙΟΝ ΙΩΑΝΝΙΔΗΝ ετών 57 κηδεύουμε σήμερα την Τρίτη 20 Νοεμβρίου 3 μ.μ. εκ του ιερού ναού του Αγίου Δημητρίου. Πάντες τους συμμετέχοντας εις το πένθος μας, ευχαριστούμε θερμά.: [393, 2332, 495, 2451]
- tv-schedule: 5.40 Φωνή εκπομπής. 6.00 Εκκινούν οι παιδικές του 10 (Σ). 11.30 Ειδήσεις. 11.35 Τα χρονικά του Ποντίου Πιλάτου. 12.35 Γενικές ειδήσεις. 13.00 Ειδήσεις. 15.00 Ενημέρωση. 18.00 Ειδήσεις.: [174, 563, 282, 649]
- brief-text: Εφτά άτομα σκοτώθηκαν και άλλα τραυματίστηκαν, στα χθεσινά τροχαία. Στη Θεσσαλονίκη, φορτηγό έπεσε πάνω σε ομάδα περιέργων που είχαν συγκεντρωθεί μετά από ασήμαντη σύγκρουση δύο αυτοκινήτων. Ο οδηγός του φορτηγού εγκατέλειψε το όχημα και καταδιώκεται από τις αρχές.: [510, 1517, 697, 1582]
- book-title: ΑΝΤΡΙΟΥ ΤΟΜΑΣ: «Τά μυστικά τής Ατλαντίδας»: [287, 457, 387, 487]
- emprismos-headline: ΕΜΠΡΗΣΜΟΣ ΣΕ ΚΤΙΣΜΑΤΑ ΤΗΣ ΑΘΗΝΑΣ: [518, 1133, 689, 1158]
- story-text: Το ατύχημα έγινε στη Σταυρούπολη, όταν φορτηγό που οδηγούσε άγνωστος, για άγνωστη αιτία, έπεσε σε πεζούς που παρακολουθούσαν σύγκρουση δύο αυτοκινήτων. Σκοτώθηκαν η Θεοφάνη Ματόλιου, 40 ετών, και ο Στέργιος Σταματίδης, 55 ετών.: [1030, 520, 1189, 595]
- radio-schedule: Θεσσαλονίκης · 5.55 Προσευχή. 6.00 Ειδήσεις. 6.05 Πρωινό πρόγραμμα. 7.00 Ειδήσεις. 7.15 Μουσική. 8.00 Ειδήσεις. 9.00 Εκπομπές. 10.00 Ειδήσεις. 12.00 Μεσημεριανό πρόγραμμα. 14.00 Ειδήσεις.: [174, 1060, 282, 1147]
- pharmacy-list: Η. Αναστασιάδου Γρηγόριος – Βίτου 18 · Η. Αναστασιάδου Πάρεος · Δ. Ασπρίτης – Αγ. Στρατηγάτη 29 · Α. Αραμπατζή Λαγκαδά 126 · Δ. Δημητράκη Αλλαμάκη 18 · Ε. Κοτσιάδου Β. Ολγας 140 · Ε. Βασιλείου Αγίου Δημητρίου 127 · Δ. Δημητρίου Αγ. Σοφίας 139 · Η. Παπαδάκη Βας. Γεωργίου 54 · Ι. Καρανίκα Μακρυγιάννη 105 · Μ. Κουτσογιάννη Κομνηνών 61: [24, 1694, 165, 1813]
- left-text-block: Ο ΧΡΥΣΑΝΘΟΣ ΓΕΩΡΓΙΑΔΗΣ του Ιωάννου και της Χαρίκλειας ετών 27 από τη Θεσσαλονίκη και η ΚΑΙΤΗ ΔΟΥΛΑ του Δημητρίου και της Ελένης ετών 24 από τη Θεσσαλονίκη θα τελέσουν τους γάμους τους στην Ι.Ν. Αγίου Δημητρίου.: [24, 1341, 165, 1416]
- eucharistiria-heading: Εύχαριστήρια: [61, 283, 128, 295]
- funeral-notice: Τον λατρευτό μας σύζυγο, πατέρα και παππού ΘΕΟΔΩΡΟΝ ΒΑΤΡΑΧΙΔΗΝ ετών 39 κηδεύουμε σήμερα την Τρίτη 20 Νοεμβρίου 3 μ.μ. εκ του ιερού ναού της Παναγίας.: [285, 1065, 388, 1151]
- excursion-notice: ΤΟΥ «ΣΥΛΛΟΓΟΥ ΕΛΛΗΝΩΝ ΟΡΕΙΒΑΤΩΝ» Θεσσαλονίκης. Αναχώρηση Κυριακή 7 π.μ. από την πλατεία Αριστοτέλους. Πληροφορίες τηλ. 275.084.: [174, 1375, 282, 1440]
- story-text: Το ατύχημα έγινε στη Σταυρούπολη, όταν φορτηγό που οδηγούσε άγνωστος, για άγνωστη αιτία, έπεσε σε πεζούς που παρακολουθούσαν σύγκρουση δύο αυτοκινήτων. Σκοτώθηκαν η Θεοφάνη Ματόλιου, 40 ετών, και ο Στέργιος Σταματίδης, 55 ετών.: [1030, 807, 1189, 882]
- brief-text: Εφτά άτομα σκοτώθηκαν και άλλα τραυματίστηκαν, στα χθεσινά τροχαία. Στη Θεσσαλονίκη, φορτηγό έπεσε πάνω σε ομάδα περιέργων που είχαν συγκεντρωθεί μετά από ασήμαντη σύγκρουση δύο αυτοκινήτων. Ο οδηγός του φορτηγού εγκατέλειψε το όχημα και καταδιώκεται από τις αρχές.: [510, 1160, 697, 1225]
- right-text: ΑΘΗΝΑ, 21.– Καλείται προς κατάταξη στο πολεμικό ναυτικό στις 26 Νοεμβρίου η τρίτη σειρά Ελληνίδων που συμμετείχαν στον διαγωνισμό.: [1199, 777, 1341, 820]
- mitro-col-3: [1030, 1651, 1189, 1989]
- mitro-text: Εφτά άτομα σκοτώθηκαν και άλλα τραυματίστηκαν, στα χθεσινά τροχαία. Στη Θεσσαλονίκη, φορτηγό έπεσε πάνω σε ομάδα περιέργων που είχαν συγκεντρωθεί μετά από ασήμαντη σύγκρουση δύο αυτοκινήτων. Ο οδηγός του φορτηγού εγκατέλειψε το όχημα και καταδιώκεται από τις αρχές.: [866, 1732, 1025, 1818]
- ta-mnimosyna-header: ΤΑ ΜΝΗΜΟΣΥΝΑ: [24, 1422, 165, 1444]
- nomos-col-2: [866, 1271, 1025, 1518]
- left-text-block: Ο Θέλωμεν Κουτσαμάνης δέν γιορτάζει και δέν δέχεται επισκέψεις. Είς μνήμην των πολυαγαπημένων μας γονιών κατέθεσαν στο Δήμο για τις ανάγκες των απόρων το ποσόν των 2000 δρχ. Ευχαριστούμε θερμά όλους όσους μας συμπαραστάθηκαν στο πένθος μας.: [24, 87, 165, 173]
- ekdromes-header: ΕΚΔΡΟΜΕΣ: [174, 1335, 282, 1355]
- story-col-8: [870, 984, 1025, 1076]
- story-text: Εφτά άτομα σκοτώθηκαν και άλλα τραυματίστηκαν, στα χθεσινά τροχαία. Στη Θεσσαλονίκη, φορτηγό έπεσε πάνω σε ομάδα περιέργων που είχαν συγκεντρωθεί μετά από ασήμαντη σύγκρουση δύο αυτοκινήτων. Ο οδηγός του φορτηγού εγκατέλειψε το όχημα και καταδιώκεται από τις αρχές.: [703, 984, 865, 1071]
- nomos-col-1: [703, 1271, 861, 1529]
- column-rule: [498, 51, 499, 1973]
- pharmacy-list: Η. Αναστασιάδου Γρηγόριος – Βίτου 18 · Η. Αναστασιάδου Πάρεος · Δ. Ασπρίτης – Αγ. Στρατηγάτη 29 · Α. Αραμπατζή Λαγκαδά 126 · Δ. Δημητράκη Αλλαμάκη 18 · Ε. Κοτσιάδου Β. Ολγας 140 · Ε. Βασιλείου Αγίου Δημητρίου 127 · Δ. Δημητρίου Αγ. Σοφίας 139 · Η. Παπαδάκη Βας. Γεωργίου 54 · Ι. Καρανίκα Μακρυγιάννη 105 · Μ. Κουτσογιάννη Κομνηνών 61: [24, 1570, 165, 1689]
- penthe-notice: Τον λατρευτό μας σύζυγο, πατέρα, αδελφό, πάππου και θείο ΓΕΩΡΓΙΟΝ ΙΩΑΝΝΙΔΗΝ ετών 57 κηδεύουμε σήμερα την Τρίτη 20 Νοεμβρίου 3 μ.μ. εκ του ιερού ναού του Αγίου Δημητρίου. Πάντες τους συμμετέχοντας εις το πένθος μας, ευχαριστούμε θερμά.: [393, 98, 495, 217]
- left-text-block: Ο ΧΡΥΣΑΝΘΟΣ ΓΕΩΡΓΙΑΔΗΣ του Ιωάννου και της Χαρίκλειας ετών 27 από τη Θεσσαλονίκη και η ΚΑΙΤΗ ΔΟΥΛΑ του Δημητρίου και της Ελένης ετών 24 από τη Θεσσαλονίκη θα τελέσουν τους γάμους τους στην Ι.Ν. Αγίου Δημητρίου.: [24, 496, 165, 572]
- penthe-notice: Τον λατρευτό μας σύζυγο, πατέρα, αδελφό, πάππου και θείο ΓΕΩΡΓΙΟΝ ΙΩΑΝΝΙΔΗΝ ετών 57 κηδεύουμε σήμερα την Τρίτη 20 Νοεμβρίου 3 μ.μ. εκ του ιερού ναού του Αγίου Δημητρίου. Πάντες τους συμμετέχοντας εις το πένθος μας, ευχαριστούμε θερμά.: [393, 1339, 495, 1458]
- mitro-headline: Μητροπολίτες θύματα πρωτότυπου άπατεώνα: [756, 1537, 1136, 1622]
- souvlakia-headline: ΣΕ ΔΙΠΛΑΣΙΑ ΤΙΜΗ ΠΟΥΛΟΥΣΕ ΤΑ ΣΟΥΒΛΑΚΙΑ: [515, 1407, 692, 1432]
- section-rule: [1199, 627, 1341, 629]
- mitro-text: Το ατύχημα έγινε στη Σταυρούπολη, όταν φορτηγό που οδηγούσε άγνωστος, για άγνωστη αιτία, έπεσε σε πεζούς που παρακολουθούσαν σύγκρουση δύο αυτοκινήτων. Σκοτώθηκαν η Θεοφάνη Ματόλιου, 40 ετών, και ο Στέργιος Σταματίδης, 55 ετών.: [703, 1914, 861, 1989]
- section-rule: [703, 1516, 1189, 1517]
- crash-photo: [703, 701, 1027, 943]
- mitro-headline-area: [703, 1511, 1189, 1654]
- nomos-headline-area: [703, 1068, 1189, 1266]
- nomos-text: Εφτά άτομα σκοτώθηκαν και άλλα τραυματίστηκαν, στα χθεσινά τροχαία. Στη Θεσσαλονίκη, φορτηγό έπεσε πάνω σε ομάδα περιέργων που είχαν συγκεντρωθεί μετά από ασήμαντη σύγκρουση δύο αυτοκινήτων. Ο οδηγός του φορτηγού εγκατέλειψε το όχημα και καταδιώκεται από τις αρχές.: [1030, 1272, 1189, 1358]
- nomos-text: Εφτά άτομα σκοτώθηκαν και άλλα τραυματίστηκαν, στα χθεσινά τροχαία. Στη Θεσσαλονίκη, φορτηγό έπεσε πάνω σε ομάδα περιέργων που είχαν συγκεντρωθεί μετά από ασήμαντη σύγκρουση δύο αυτοκινήτων. Ο οδηγός του φορτηγού εγκατέλειψε το όχημα και καταδιώκεται από τις αρχές.: [1030, 1443, 1189, 1529]
- right-text: ΑΘΗΝΑ, 21.– Καλείται προς κατάταξη στο πολεμικό ναυτικό στις 26 Νοεμβρίου η τρίτη σειρά Ελληνίδων που συμμετείχαν στον διαγωνισμό.: [1199, 868, 1341, 911]
- section-rule: [1199, 963, 1341, 964]
- headline-banner: [507, 73, 1187, 208]
- farmakeia-header: ΦΑΡΜΑΚΕΙΑ: [24, 1542, 165, 1564]
- left-text-block: Ο ΧΡΥΣΑΝΘΟΣ ΓΕΩΡΓΙΑΔΗΣ του Ιωάννου και της Χαρίκλειας ετών 27 από τη Θεσσαλονίκη και η ΚΑΙΤΗ ΔΟΥΛΑ του Δημητρίου και της Ελένης ετών 24 από τη Θεσσαλονίκη θα τελέσουν τους γάμους τους στην Ι.Ν. Αγίου Δημητρίου.: [24, 1020, 165, 1095]
- penthe-notice: Τον λατρευτό μας σύζυγο, πατέρα, αδελφό, πάππου και θείο ΓΕΩΡΓΙΟΝ ΙΩΑΝΝΙΔΗΝ ετών 57 κηδεύουμε σήμερα την Τρίτη 20 Νοεμβρίου 3 μ.μ. εκ του ιερού ναού του Αγίου Δημητρίου. Πάντες τους συμμετέχοντας εις το πένθος μας, ευχαριστούμε θερμά.: [393, 1463, 495, 1582]
- kyriaki-heading: Κυριακή: [208, 1360, 248, 1372]
- section-rule: [1199, 1496, 1341, 1498]
- story-text: Το ατύχημα έγινε στη Σταυρούπολη, όταν φορτηγό που οδηγούσε άγνωστος, για: [703, 677, 865, 697]
- brief-text: Το ατύχημα έγινε στη Σταυρούπολη, όταν φορτηγό που οδηγούσε άγνωστος, για άγνωστη αιτία, έπεσε σε πεζούς που παρακολουθούσαν σύγκρουση δύο αυτοκινήτων. Σκοτώθηκαν η Θεοφάνη Ματόλιου, 40 ετών, και ο Στέργιος Σταματίδης, 55 ετών.: [510, 1434, 697, 1488]
- story-col-5: [1030, 701, 1189, 979]
- den-leitourgei-headline: ΔΕΝ ΛΕΙΤΟΥΡΓΕΙ Ο ΑΝΑΜΕΤΑΔΟΤΗΣ ΤΗΣ Υ.ΕΝΕ.Δ. ΣΤΟ ΠΗΛΙΟ: [1212, 829, 1328, 865]
- funeral-notice: Τον λατρευτό μας σύζυγο, πατέρα και παππού ΘΕΟΔΩΡΟΝ ΒΑΤΡΑΧΙΔΗΝ ετών 39 κηδεύουμε σήμερα την Τρίτη 20 Νοεμβρίου 3 μ.μ. εκ του ιερού ναού της Παναγίας.: [285, 973, 388, 1060]
- funeral-notice: Τον λατρευτό μας σύζυγο, πατέρα και παππού ΘΕΟΔΩΡΟΝ ΒΑΤΡΑΧΙΔΗΝ ετών 39 κηδεύουμε σήμερα την Τρίτη 20 Νοεμβρίου 3 μ.μ. εκ του ιερού ναού της Παναγίας.: [285, 791, 388, 877]
- mitro-text: Εφτά άτομα σκοτώθηκαν και άλλα τραυματίστηκαν, στα χθεσινά τροχαία. Στη Θεσσαλονίκη, φορτηγό έπεσε πάνω σε ομάδα περιέργων που είχαν συγκεντρωθεί μετά από ασήμαντη σύγκρουση δύο αυτοκινήτων. Ο οδηγός του φορτηγού εγκατέλειψε το όχημα και καταδιώκεται από τις αρχές.: [703, 1823, 861, 1909]
- penthe-notice: Τον λατρευτό μας σύζυγο, πατέρα, αδελφό, πάππου και θείο ΓΕΩΡΓΙΟΝ ΙΩΑΝΝΙΔΗΝ ετών 57 κηδεύουμε σήμερα την Τρίτη 20 Νοεμβρίου 3 μ.μ. εκ του ιερού ναού του Αγίου Δημητρίου. Πάντες τους συμμετέχοντας εις το πένθος μας, ευχαριστούμε θερμά.: [393, 1836, 495, 1955]
- left-text-block: Ο Θέλωμεν Κουτσαμάνης δέν γιορτάζει και δέν δέχεται επισκέψεις. Είς μνήμην των πολυαγαπημένων μας γονιών κατέθεσαν στο Δήμο για τις ανάγκες των απόρων το ποσόν των 2000 δρχ. Ευχαριστούμε θερμά όλους όσους μας συμπαραστάθηκαν στο πένθος μας.: [24, 1938, 165, 2024]
- penthe-header: ΠΕΝΘΗ: [393, 71, 495, 92]
- penthe-notice: Τον λατρευτό μας σύζυγο, πατέρα, αδελφό, πάππου και θείο ΓΕΩΡΓΙΟΝ ΙΩΑΝΝΙΔΗΝ ετών 57 κηδεύουμε σήμερα την Τρίτη 20 Νοεμβρίου 3 μ.μ. εκ του ιερού ναού του Αγίου Δημητρίου. Πάντες τους συμμετέχοντας εις το πένθος μας, ευχαριστούμε θερμά.: [393, 719, 495, 838]
- right-text: Το προεδρείο της νομαρχιακής επιτροπής Νέας Δημοκρατίας Θεσσαλονίκης, ύστερα από τη σύσκεψη που έγινε με τη συμμετοχή των βουλευτών του νομού, αποφάσισε να ματαιωθούν όλες οι εκδηλώσεις που είχαν προγραμματιστεί και τα ποσά να διατεθούν στους πλημμυροπαθείς.: [1199, 248, 1341, 335]
- mitro-text: Το ατύχημα έγινε στη Σταυρούπολη, όταν φορτηγό που οδηγούσε άγνωστος, για άγνωστη αιτία, έπεσε σε πεζούς που παρακολουθούσαν σύγκρουση δύο αυτοκινήτων. Σκοτώθηκαν η Θεοφάνη Ματόλιου, 40 ετών, και ο Στέργιος Σταματίδης, 55 ετών.: [866, 1651, 1025, 1727]
- funeral-notice: Τον λατρευτό μας σύζυγο, πατέρα και παππού ΘΕΟΔΩΡΟΝ ΒΑΤΡΑΧΙΔΗΝ ετών 39 κηδεύουμε σήμερα την Τρίτη 20 Νοεμβρίου 3 μ.μ. εκ του ιερού ναού της Παναγίας.: [285, 1156, 388, 1242]
- column-rule: [169, 51, 170, 1973]
- den-giortazei-heading: Δέν γιορτάζει: [62, 72, 127, 84]
- brief-text: Εφτά άτομα σκοτώθηκαν και άλλα τραυματίστηκαν, στα χθεσινά τροχαία. Στη Θεσσαλονίκη, φορτηγό έπεσε πάνω σε ομάδα περιέργων που είχαν συγκεντρωθεί μετά από ασήμαντη σύγκρουση δύο αυτοκινήτων. Ο οδηγός του φορτηγού εγκατέλειψε το όχημα και καταδιώκεται από τις αρχές.: [510, 982, 697, 1047]
- brief-text: Το ατύχημα έγινε στη Σταυρούπολη, όταν φορτηγό που οδηγούσε άγνωστος, για άγνωστη αιτία, έπεσε σε πεζούς που παρακολουθούσαν σύγκρουση δύο αυτοκινήτων. Σκοτώθηκαν η Θεοφάνη Ματόλιου, 40 ετών, και ο Στέργιος Σταματίδης, 55 ετών.: [510, 1255, 697, 1310]
- left-text-block: Ο Θέλωμεν Κουτσαμάνης δέν γιορτάζει και δέν δέχεται επισκέψεις. Είς μνήμην των πολυαγαπημένων μας γονιών κατέθεσαν στο Δήμο για τις ανάγκες των απόρων το ποσόν των 2000 δρχ. Ευχαριστούμε θερμά όλους όσους μας συμπαραστάθηκαν στο πένθος μας.: [24, 193, 165, 279]
- funeral-notice: Τον λατρευτό μας σύζυγο, πατέρα και παππού ΘΕΟΔΩΡΟΝ ΒΑΤΡΑΧΙΔΗΝ ετών 39 κηδεύουμε σήμερα την Τρίτη 20 Νοεμβρίου 3 μ.μ. εκ του ιερού ναού της Παναγίας.: [285, 1612, 388, 1698]
- victim-photo: [510, 481, 699, 745]
- funeral-notice: Τον λατρευτό μας σύζυγο, πατέρα και παππού ΘΕΟΔΩΡΟΝ ΒΑΤΡΑΧΙΔΗΝ ετών 39 κηδεύουμε σήμερα την Τρίτη 20 Νοεμβρίου 3 μ.μ. εκ του ιερού ναού της Παναγίας.: [285, 700, 388, 786]
- story-text: Το ατύχημα έγινε στη Σταυρούπολη, όταν φορτηγό που οδηγούσε άγνωστος, για άγνωστη αιτία, έπεσε σε πεζούς που παρακολουθούσαν σύγκρουση δύο αυτοκινήτων. Σκοτώθηκαν η Θεοφάνη Ματόλιου, 40 ετών, και ο Στέργιος Σταματίδης, 55 ετών.: [703, 334, 865, 409]
- section-rule: [510, 920, 697, 922]
- sarogllou-title: Η ΔΙΑΛΕΞΗ ΤΟΥ κ. ΣΑΡΟΓΛΟΥ ΓΙΑ ΤΗ ΜΙΚΡΑ ΑΣΙΑ: [174, 52, 476, 66]
- left-text-block: Ο ΧΡΥΣΑΝΘΟΣ ΓΕΩΡΓΙΑΔΗΣ του Ιωάννου και της Χαρίκλειας ετών 27 από τη Θεσσαλονίκη και η ΚΑΙΤΗ ΔΟΥΛΑ του Δημητρίου και της Ελένης ετών 24 από τη Θεσσαλονίκη θα τελέσουν τους γάμους τους στην Ι.Ν. Αγίου Δημητρίου.: [24, 699, 165, 774]
- tilefona-headline: 2.000 ΝΕΑ ΤΗΛΕΦΩΝΑ ΘΑ ΛΕΙΤΟΥΡΓΗΣΟΥΝ ΣΤΗΝ ΠΕΡΙΟΧΗ ΤΗΣ ΤΟΥΜΠΑΣ: [1200, 968, 1340, 1004]
- story-col-7: [703, 984, 865, 1071]
- pros-patra-heading: ΠΡΟΣ ΠΑΤΡΑ: [1077, 414, 1142, 426]
- right-text: ΑΘΗΝΑ, 21.– Διακομίσθηκε στο Λαϊκό νοσοκομείο η εμπορευόμενη Χρύσα Παλλάκη, 38 ετών, η οποία έπεσε από το διαμέρισμα που είχε πάει να αγοράσει. Η κατάσταση της υγείας της κρίνεται σοβαρή.: [1199, 557, 1341, 622]
- penthe-notice: Τον λατρευτό μας σύζυγο, πατέρα, αδελφό, πάππου και θείο ΓΕΩΡΓΙΟΝ ΙΩΑΝΝΙΔΗΝ ετών 57 κηδεύουμε σήμερα την Τρίτη 20 Νοεμβρίου 3 μ.μ. εκ του ιερού ναού του Αγίου Δημητρίου. Πάντες τους συμμετέχοντας εις το πένθος μας, ευχαριστούμε θερμά.: [393, 2084, 495, 2203]
- left-text-block: Ο Θέλωμεν Κουτσαμάνης δέν γιορτάζει και δέν δέχεται επισκέψεις. Είς μνήμην των πολυαγαπημένων μας γονιών κατέθεσαν στο Δήμο για τις ανάγκες των απόρων το ποσόν των 2000 δρχ. Ευχαριστούμε θερμά όλους όσους μας συμπαραστάθηκαν στο πένθος μας.: [24, 405, 165, 491]
- penthe-notice: Τον λατρευτό μας σύζυγο, πατέρα, αδελφό, πάππου και θείο ΓΕΩΡΓΙΟΝ ΙΩΑΝΝΙΔΗΝ ετών 57 κηδεύουμε σήμερα την Τρίτη 20 Νοεμβρίου 3 μ.μ. εκ του ιερού ναού του Αγίου Δημητρίου. Πάντες τους συμμετέχοντας εις το πένθος μας, ευχαριστούμε θερμά.: [393, 2456, 495, 2575]
- nomos-text: Το ατύχημα έγινε στη Σταυρούπολη, όταν φορτηγό που οδηγούσε άγνωστος, για άγνωστη αιτία, έπεσε σε πεζούς που παρακολουθούσαν σύγκρουση δύο αυτοκινήτων. Σκοτώθηκαν η Θεοφάνη Ματόλιου, 40 ετών, και ο Στέργιος Σταματίδης, 55 ετών.: [703, 1363, 861, 1438]
- nosokomeia-header: ΝΟΣΟΚΟΜΕΙΑ: [24, 1819, 165, 1841]
- penthe-notice: Τον λατρευτό μας σύζυγο, πατέρα, αδελφό, πάππου και θείο ΓΕΩΡΓΙΟΝ ΙΩΑΝΝΙΔΗΝ ετών 57 κηδεύουμε σήμερα την Τρίτη 20 Νοεμβρίου 3 μ.μ. εκ του ιερού ναού του Αγίου Δημητρίου. Πάντες τους συμμετέχοντας εις το πένθος μας, ευχαριστούμε θερμά.: [393, 470, 495, 589]
- mitro-subhead: Μέ έπιστολές ζητούσε, ώς βοηθός σέ άνύπαρκτη κλινική, βοήθεια γιά καρκινοπαθείς.- Δεσπότης δέν πείστηκε: [713, 1620, 1178, 1654]
- stin-attiki-heading: ΣΤΗΝ ΑΤΤΙΚΗ: [914, 425, 980, 437]
- story-text: Εφτά άτομα σκοτώθηκαν και άλλα τραυματίστηκαν, στα χθεσινά τροχαία. Στη Θεσσαλονίκη, φορτηγό έπεσε πάνω σε ομάδα περιέργων που είχαν συγκεντρωθεί μετά από ασήμαντη σύγκρουση δύο αυτοκινήτων. Ο οδηγός του φορτηγού εγκατέλειψε το όχημα και καταδιώκεται από τις αρχές.: [510, 786, 697, 850]
- lecture-caption: Εντυπώσεις από τη διάλεξη του κ. Γ. Σαρόγλου, προέδρου της Ενώσεως Σμυρναίων και Μικρασιατών, με θέμα: «Μικρά Ασία, μια από τις ρίζες του ελληνισμού», που οργάνωσε ο «Σύνδεσμος Φίλων Δημοτικού Θεσσαλονίκης στην Εταιρεία Μακεδονικών Σπουδών. Στη φωτογραφία ο ομιλητής κι μέρος του ακροατηρίου του.: [174, 364, 388, 429]
- penthe-notice: Τον λατρευτό μας σύζυγο, πατέρα, αδελφό, πάππου και θείο ΓΕΩΡΓΙΟΝ ΙΩΑΝΝΙΔΗΝ ετών 57 κηδεύουμε σήμερα την Τρίτη 20 Νοεμβρίου 3 μ.μ. εκ του ιερού ναού του Αγίου Δημητρίου. Πάντες τους συμμετέχοντας εις το πένθος μας, ευχαριστούμε θερμά.: [393, 967, 495, 1086]
- mat-subhead: ΣΤΟΥΣ ΠΛΗΜΜΥΡΟΠΑΘΕΙΣ ΤΑ ΠΟΣΑ ΠΟΥ ΘΑ ΞΟΔΕΥΟΝΤΑΝ: [1207, 135, 1332, 155]
- excursion-notice: ΤΟΥ «ΣΥΛΛΟΓΟΥ ΕΛΛΗΝΩΝ ΟΡΕΙΒΑΤΩΝ» Θεσσαλονίκης. Αναχώρηση Κυριακή 7 π.μ. από την πλατεία Αριστοτέλους. Πληροφορίες τηλ. 275.084.: [174, 1514, 282, 1578]
- book-review: 5.40 Φωνή εκπομπής. 6.00 Εκκινούν οι παιδικές του 10 (Σ). 11.30 Ειδήσεις. 11.35 Τα χρονικά του Ποντίου Πιλάτου. 12.35 Γενικές ειδήσεις. 13.00 Ειδήσεις. 15.00 Ενημέρωση. 18.00 Ειδήσεις.: [285, 491, 388, 577]
- books-funerals-column: [285, 426, 388, 1971]
- main-headline-line2: τα δύο στή Θεσσαλονίκη: [529, 137, 1164, 208]
- main-headline-line1: Εφτά άτομα σκοτώθηκαν: [529, 73, 1164, 144]
- right-text: Το προεδρείο της νομαρχιακής επιτροπής Νέας Δημοκρατίας Θεσσαλονίκης, ύστερα από τη σύσκεψη που έγινε με τη συμμετοχή των βουλευτών του νομού, αποφάσισε να ματαιωθούν όλες οι εκδηλώσεις που είχαν προγραμματιστεί και τα ποσά να διατεθούν στους πλημμυροπαθείς.: [1199, 1244, 1341, 1331]
- left-text-block: Ο Θέλωμεν Κουτσαμάνης δέν γιορτάζει και δέν δέχεται επισκέψεις. Είς μνήμην των πολυαγαπημένων μας γονιών κατέθεσαν στο Δήμο για τις ανάγκες των απόρων το ποσόν των 2000 δρχ. Ευχαριστούμε θερμά όλους όσους μας συμπαραστάθηκαν στο πένθος μας.: [24, 1450, 165, 1536]
- ta-nea-vivlia-header: ΤΑ ΝΕΑ ΒΙΒΛΙΑ: [285, 431, 388, 452]
- right-text: ΑΘΗΝΑ, 21.– Διακομίσθηκε στο Λαϊκό νοσοκομείο η εμπορευόμενη Χρύσα Παλλάκη, 38 ετών, η οποία έπεσε από το διαμέρισμα που είχε πάει να αγοράσει. Η κατάσταση της υγείας της κρίνεται σοβαρή.: [1199, 488, 1341, 553]
- nomos-text: Το ατύχημα έγινε στη Σταυρούπολη, όταν φορτηγό που οδηγούσε άγνωστος, για άγνωστη αιτία, έπεσε σε πεζούς που παρακολουθούσαν σύγκρουση δύο αυτοκινήτων. Σκοτώθηκαν η Θεοφάνη Ματόλιου, 40 ετών, και ο Στέργιος Σταματίδης, 55 ετών.: [866, 1443, 1025, 1518]
- nomos-text: Εφτά άτομα σκοτώθηκαν και άλλα τραυματίστηκαν, στα χθεσινά τροχαία. Στη Θεσσαλονίκη, φορτηγό έπεσε πάνω σε ομάδα περιέργων που είχαν συγκεντρωθεί μετά από ασήμαντη σύγκρουση δύο αυτοκινήτων. Ο οδηγός του φορτηγού εγκατέλειψε το όχημα και καταδιώκεται από τις αρχές.: [703, 1272, 861, 1358]
- tileorasi-header: ΤΗΛΕΟΡΑΣΗ: [174, 431, 282, 452]
- tv-schedule: 5.40 Φωνή εκπομπής. 6.00 Εκκινούν οι παιδικές του 10 (Σ). 11.30 Ειδήσεις. 11.35 Τα χρονικά του Ποντίου Πιλάτου. 12.35 Γενικές ειδήσεις. 13.00 Ειδήσεις. 15.00 Ενημέρωση. 18.00 Ειδήσεις.: [174, 669, 282, 755]
- left-text-block: Ο ΧΡΥΣΑΝΘΟΣ ΓΕΩΡΓΙΑΔΗΣ του Ιωάννου και της Χαρίκλειας ετών 27 από τη Θεσσαλονίκη και η ΚΑΙΤΗ ΔΟΥΛΑ του Δημητρίου και της Ελένης ετών 24 από τη Θεσσαλονίκη θα τελέσουν τους γάμους τους στην Ι.Ν. Αγίου Δημητρίου.: [24, 1261, 165, 1336]
- mitro-col-1: [703, 1651, 861, 1989]
- funeral-notice: Τον λατρευτό μας σύζυγο, πατέρα και παππού ΘΕΟΔΩΡΟΝ ΒΑΤΡΑΧΙΔΗΝ ετών 39 κηδεύουμε σήμερα την Τρίτη 20 Νοεμβρίου 3 μ.μ. εκ του ιερού ναού της Παναγίας.: [285, 1429, 388, 1516]
- lecture-caption-area: [174, 355, 388, 429]
- radio-schedule: Θεσσαλονίκης · 5.55 Προσευχή. 6.00 Ειδήσεις. 6.05 Πρωινό πρόγραμμα. 7.00 Ειδήσεις. 7.15 Μουσική. 8.00 Ειδήσεις. 9.00 Εκπομπές. 10.00 Ειδήσεις. 12.00 Μεσημεριανό πρόγραμμα. 14.00 Ειδήσεις.: [174, 878, 282, 964]
- main-headline-top: ΣΤΑ ΧΘΕΣΙΝΑ ΤΡΟΧΑΙΑ: [621, 34, 1073, 75]
